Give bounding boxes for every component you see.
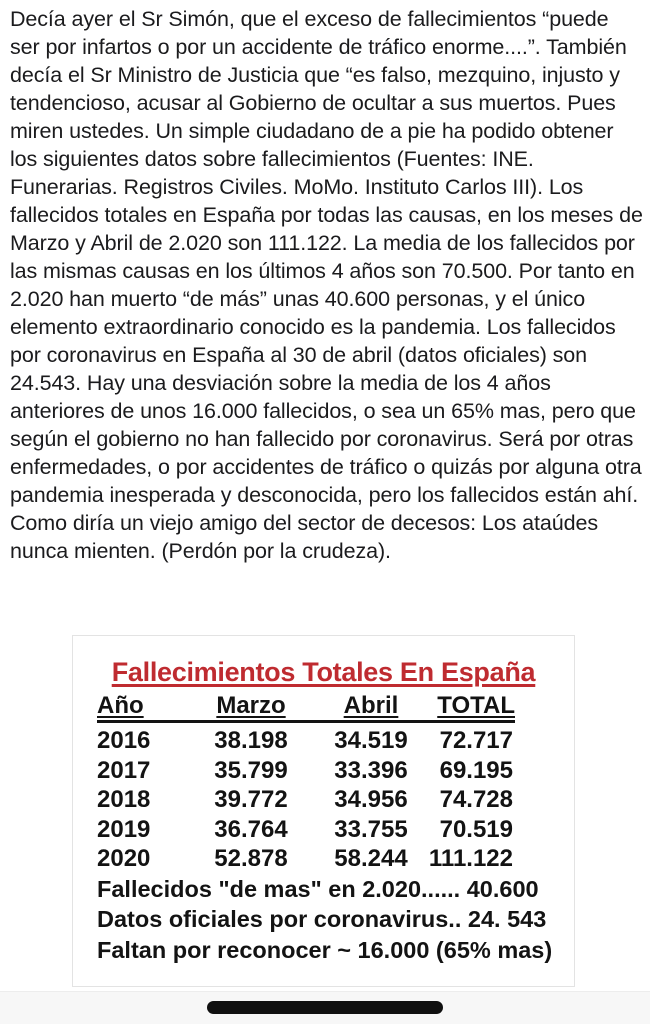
bottom-bar — [0, 991, 650, 1024]
table-row — [97, 756, 515, 786]
table-row — [97, 722, 515, 756]
year-cell: 2016 — [97, 727, 151, 754]
year-cell: 2020 — [97, 845, 151, 872]
table-row — [97, 785, 515, 815]
embedded-table-image[interactable] — [72, 635, 575, 987]
summary-line-excess-deaths: Fallecidos "de mas" en 2.020...... 40.600 — [97, 875, 539, 902]
marzo-cell: 52.878 — [214, 845, 288, 872]
table-row — [97, 844, 515, 874]
header-abril: Abril — [315, 692, 427, 722]
total-cell: 74.728 — [439, 786, 513, 813]
home-indicator[interactable] — [207, 1001, 443, 1014]
total-cell: 72.717 — [439, 727, 513, 754]
summary-line-unrecognized: Faltan por reconocer ~ 16.000 (65% mas) — [97, 936, 553, 963]
header-marzo: Marzo — [187, 692, 315, 722]
header-ano: Año — [97, 692, 187, 722]
total-cell: 70.519 — [439, 815, 513, 843]
abril-cell: 58.244 — [334, 845, 408, 872]
summary-line-official-data: Datos oficiales por coronavirus.. 24. 543 — [97, 906, 547, 932]
total-cell: 111.122 — [428, 845, 513, 872]
abril-cell: 33.755 — [334, 815, 408, 843]
marzo-cell: 39.772 — [214, 786, 288, 813]
year-cell: 2019 — [97, 815, 151, 843]
table-title: Fallecimientos Totales En España — [111, 657, 536, 687]
abril-cell: 33.396 — [334, 756, 408, 784]
total-cell: 69.195 — [439, 756, 513, 784]
mortality-table — [97, 692, 515, 874]
year-cell: 2018 — [97, 786, 151, 813]
marzo-cell: 36.764 — [214, 815, 288, 843]
marzo-cell: 38.198 — [214, 727, 288, 754]
table-row — [97, 815, 515, 845]
marzo-cell: 35.799 — [214, 756, 288, 784]
post-body-text: Decía ayer el Sr Simón, que el exceso de fallecimientos “puede ser por infartos o por un accidente de tráfico enorme....”. También decía el Sr Ministro de Justicia que “es falso, mezquino, injusto y tendencioso, acusar al Gobierno de ocultar a sus muertos. Pues miren ustedes. Un simple ciudadano de a pie ha podido obtener los siguientes datos sobre fallecimientos (Fuentes: INE. Funerarias. Registros Civiles. MoMo. Instituto Carlos III). Los fallecidos totales en España por todas las causas, en los meses de Marzo y Abril de 2.020 son 111.122. La media de los fallecidos por las mismas causas en los últimos 4 años son 70.500. Por tanto en 2.020 han muerto “de más” unas 40.600 personas, y el único elemento extraordinario conocido es la pandemia. Los fallecidos por coronavirus en España al 30 de abril (datos oficiales) son 24.543. Hay una desviación sobre la media de los 4 años anteriores de unos 16.000 fallecidos, o sea un 65% mas, pero que según el gobierno no han fallecido por coronavirus. Será por otras enfermedades, o por accidentes de tráfico o quizás por alguna otra pandemia inesperada y desconocida, pero los fallecidos están ahí. Como diría un viejo amigo del sector de decesos: Los ataúdes nunca mienten. (Perdón por la crudeza). — [10, 7, 643, 563]
year-cell: 2017 — [97, 756, 151, 784]
abril-cell: 34.519 — [334, 727, 408, 754]
abril-cell: 34.956 — [334, 786, 408, 813]
table-header-row — [97, 692, 515, 722]
header-total: TOTAL — [427, 692, 515, 722]
